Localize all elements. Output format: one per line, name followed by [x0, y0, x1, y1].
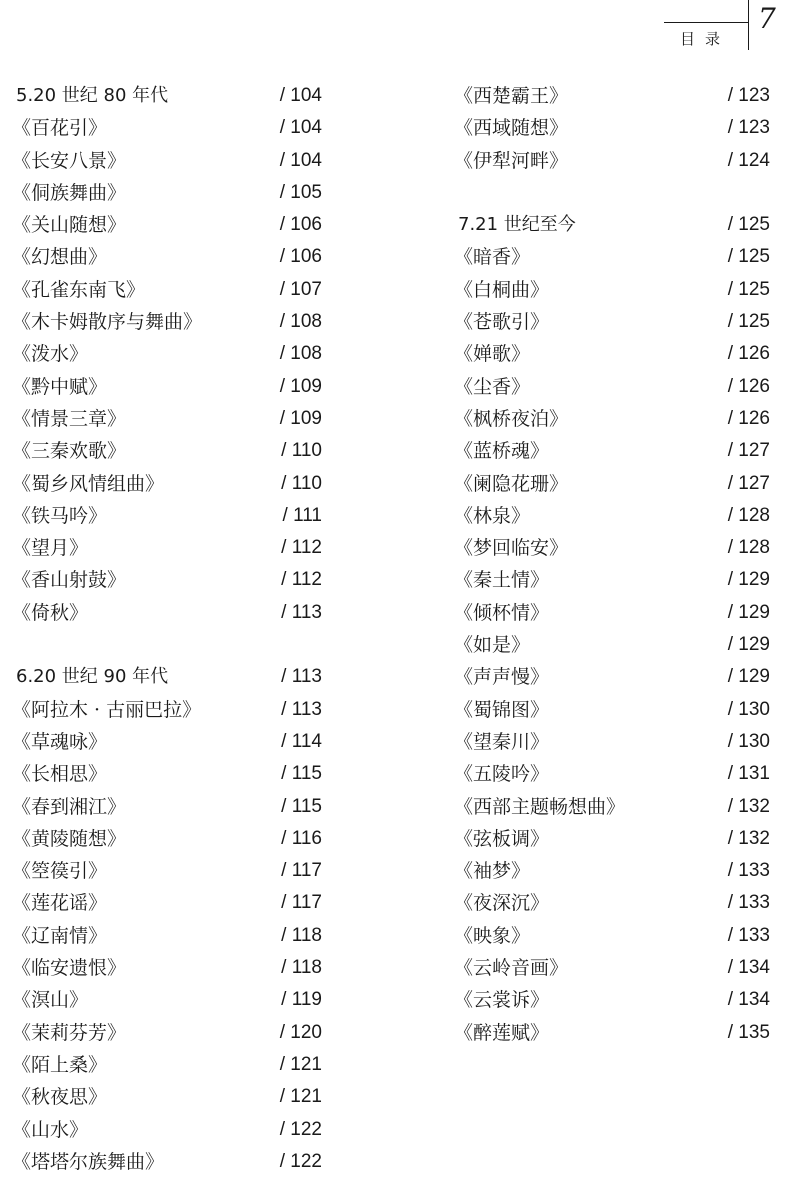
- entry-title: 《枫桥夜泊》: [454, 407, 569, 430]
- entry-page-number: / 112: [281, 537, 322, 559]
- entry-title: 《云裳诉》: [454, 989, 550, 1012]
- section-spacer: [12, 629, 322, 661]
- entry-title: 《西部主题畅想曲》: [454, 795, 626, 818]
- toc-entry[interactable]: [12, 758, 322, 790]
- toc-entry[interactable]: [12, 468, 322, 500]
- entry-title: 《夜深沉》: [454, 892, 550, 915]
- toc-entry[interactable]: [454, 80, 770, 112]
- toc-entry[interactable]: [12, 1114, 322, 1146]
- entry-title: 《苍歌引》: [454, 311, 550, 334]
- entry-title: 《茉莉芬芳》: [12, 1021, 127, 1044]
- entry-title: 《泼水》: [12, 343, 89, 366]
- entry-page-number: / 114: [281, 730, 322, 752]
- entry-title: 《如是》: [454, 634, 531, 657]
- entry-title: 《阿拉木 · 古丽巴拉》: [12, 698, 202, 721]
- toc-entry[interactable]: [454, 823, 770, 855]
- entry-title: 《映象》: [454, 924, 531, 947]
- entry-page-number: / 117: [281, 860, 322, 882]
- entry-page-number: / 126: [727, 375, 770, 397]
- toc-section-heading[interactable]: [12, 80, 322, 112]
- toc-entry[interactable]: [12, 1146, 322, 1178]
- entry-page-number: / 132: [727, 795, 770, 817]
- entry-title: 《梦回临安》: [454, 537, 569, 560]
- entry-title: 《婵歌》: [454, 343, 531, 366]
- entry-title: 《幻想曲》: [12, 246, 108, 269]
- entry-page-number: / 104: [279, 117, 322, 139]
- entry-title: 《望月》: [12, 537, 89, 560]
- entry-title: 《望秦川》: [454, 730, 550, 753]
- entry-page-number: / 113: [281, 601, 322, 623]
- toc-entry[interactable]: [454, 564, 770, 596]
- entry-title: 《百花引》: [12, 117, 108, 140]
- toc-entry[interactable]: [454, 403, 770, 435]
- entry-title: 《侗族舞曲》: [12, 181, 127, 204]
- entry-page-number: / 125: [727, 311, 770, 333]
- entry-page-number: / 133: [727, 924, 770, 946]
- entry-title: 《西域随想》: [454, 117, 569, 140]
- entry-page-number: / 124: [727, 149, 770, 171]
- entry-page-number: / 118: [281, 957, 322, 979]
- entry-page-number: / 133: [727, 892, 770, 914]
- entry-title: 《蜀乡风情组曲》: [12, 472, 165, 495]
- entry-page-number: / 132: [727, 827, 770, 849]
- toc-entry[interactable]: [454, 145, 770, 177]
- entry-title: 《春到湘江》: [12, 795, 127, 818]
- toc-entry[interactable]: [12, 532, 322, 564]
- toc-entry[interactable]: [12, 209, 322, 241]
- entry-title: 《木卡姆散序与舞曲》: [12, 311, 203, 334]
- section-title: 7.21 世纪至今: [458, 214, 576, 236]
- toc-entry[interactable]: [12, 726, 322, 758]
- toc-entry[interactable]: [12, 694, 322, 726]
- toc-entry[interactable]: [12, 1017, 322, 1049]
- page-number: 7: [758, 2, 776, 35]
- entry-title: 《袖梦》: [454, 860, 531, 883]
- toc-entry[interactable]: [12, 823, 322, 855]
- entry-title: 《孔雀东南飞》: [12, 278, 146, 301]
- entry-title: 《暗香》: [454, 246, 531, 269]
- entry-page-number: / 122: [279, 1118, 322, 1140]
- entry-title: 《山水》: [12, 1118, 89, 1141]
- entry-page-number: / 116: [281, 827, 322, 849]
- toc-entry[interactable]: [12, 855, 322, 887]
- entry-page-number: / 129: [727, 569, 770, 591]
- toc-entry[interactable]: [454, 435, 770, 467]
- entry-title: 《白桐曲》: [454, 278, 550, 301]
- toc-entry[interactable]: [454, 1017, 770, 1049]
- entry-page-number: / 129: [727, 601, 770, 623]
- entry-page-number: / 121: [279, 1086, 322, 1108]
- toc-entry[interactable]: [454, 661, 770, 693]
- toc-section-heading[interactable]: [454, 209, 770, 241]
- entry-page-number: / 129: [727, 666, 770, 688]
- toc-entry[interactable]: [12, 1049, 322, 1081]
- entry-page-number: / 127: [727, 440, 770, 462]
- entry-title: 《五陵吟》: [454, 763, 550, 786]
- entry-title: 《塔塔尔族舞曲》: [12, 1150, 165, 1173]
- toc-entry[interactable]: [12, 564, 322, 596]
- entry-page-number: / 112: [281, 569, 322, 591]
- toc-entry[interactable]: [12, 306, 322, 338]
- entry-page-number: / 126: [727, 407, 770, 429]
- entry-title: 《铁马吟》: [12, 504, 108, 527]
- entry-page-number: / 127: [727, 472, 770, 494]
- entry-page-number: / 133: [727, 860, 770, 882]
- entry-title: 《箜篌引》: [12, 860, 108, 883]
- toc-left-column: [12, 80, 322, 1178]
- toc-entry[interactable]: [12, 500, 322, 532]
- header-divider: [748, 0, 749, 50]
- entry-page-number: / 105: [279, 181, 322, 203]
- entry-title: 《情景三章》: [12, 407, 127, 430]
- entry-page-number: / 125: [727, 214, 770, 236]
- entry-page-number: / 131: [727, 763, 770, 785]
- entry-page-number: / 106: [279, 214, 322, 236]
- entry-title: 《尘香》: [454, 375, 531, 398]
- toc-entry[interactable]: [12, 791, 322, 823]
- entry-title: 《黔中赋》: [12, 375, 108, 398]
- toc-entry[interactable]: [454, 758, 770, 790]
- entry-page-number: / 123: [727, 85, 770, 106]
- toc-entry[interactable]: [12, 241, 322, 273]
- toc-entry[interactable]: [454, 952, 770, 984]
- entry-title: 《溟山》: [12, 989, 89, 1012]
- toc-entry[interactable]: [454, 500, 770, 532]
- entry-page-number: / 109: [279, 375, 322, 397]
- entry-title: 《云岭音画》: [454, 957, 569, 980]
- entry-page-number: / 115: [281, 795, 322, 817]
- toc-entry[interactable]: [12, 887, 322, 919]
- entry-page-number: / 113: [281, 698, 322, 720]
- toc-entry[interactable]: [12, 1081, 322, 1113]
- section-spacer: [454, 177, 770, 209]
- toc-entry[interactable]: [454, 694, 770, 726]
- toc-entry[interactable]: [454, 532, 770, 564]
- entry-page-number: / 108: [279, 311, 322, 333]
- entry-page-number: / 119: [281, 989, 322, 1011]
- page-header: [0, 0, 790, 60]
- entry-title: 《蓝桥魂》: [454, 440, 550, 463]
- toc-entry[interactable]: [454, 306, 770, 338]
- entry-title: 《三秦欢歌》: [12, 440, 127, 463]
- toc-entry[interactable]: [12, 435, 322, 467]
- entry-page-number: / 129: [727, 634, 770, 656]
- entry-page-number: / 104: [279, 149, 322, 171]
- entry-title: 《弦板调》: [454, 827, 550, 850]
- toc-entry[interactable]: [454, 791, 770, 823]
- toc-entry[interactable]: [12, 952, 322, 984]
- entry-title: 《倚秋》: [12, 601, 89, 624]
- toc-entry[interactable]: [12, 145, 322, 177]
- toc-entry[interactable]: [12, 177, 322, 209]
- toc-entry[interactable]: [12, 920, 322, 952]
- entry-title: 《关山随想》: [12, 214, 127, 237]
- entry-page-number: / 135: [727, 1021, 770, 1043]
- toc-entry[interactable]: [454, 468, 770, 500]
- toc-entry[interactable]: [454, 855, 770, 887]
- entry-title: 《草魂咏》: [12, 730, 108, 753]
- entry-title: 《陌上桑》: [12, 1053, 108, 1076]
- entry-page-number: / 121: [279, 1053, 322, 1075]
- entry-page-number: / 110: [281, 440, 322, 462]
- entry-page-number: / 126: [727, 343, 770, 365]
- entry-title: 《莲花谣》: [12, 892, 108, 915]
- entry-page-number: / 120: [279, 1021, 322, 1043]
- entry-title: 《醉莲赋》: [454, 1021, 550, 1044]
- entry-page-number: / 117: [281, 892, 322, 914]
- header-rule: [664, 22, 748, 23]
- section-label: 目录: [680, 30, 731, 48]
- toc-section-heading[interactable]: [12, 661, 322, 693]
- entry-title: 《黄陵随想》: [12, 827, 127, 850]
- entry-page-number: / 134: [727, 989, 770, 1011]
- toc-entry[interactable]: [12, 597, 322, 629]
- entry-page-number: / 130: [727, 698, 770, 720]
- toc-right-column: [454, 80, 770, 1049]
- toc-entry[interactable]: [454, 597, 770, 629]
- entry-page-number: / 111: [282, 504, 322, 526]
- toc-entry[interactable]: [454, 338, 770, 370]
- toc-entry[interactable]: [454, 887, 770, 919]
- entry-title: 《蜀锦图》: [454, 698, 550, 721]
- entry-page-number: / 115: [281, 763, 322, 785]
- entry-page-number: / 123: [727, 117, 770, 139]
- toc-entry[interactable]: [454, 920, 770, 952]
- entry-title: 《香山射鼓》: [12, 569, 127, 592]
- entry-page-number: / 106: [279, 246, 322, 268]
- entry-page-number: / 125: [727, 278, 770, 300]
- entry-page-number: / 113: [281, 666, 322, 688]
- section-title: 5.20 世纪 80 年代: [16, 85, 169, 106]
- entry-title: 《秋夜思》: [12, 1086, 108, 1109]
- entry-title: 《西楚霸王》: [454, 85, 569, 107]
- entry-page-number: / 128: [727, 504, 770, 526]
- entry-page-number: / 125: [727, 246, 770, 268]
- entry-title: 《阑隐花珊》: [454, 472, 569, 495]
- toc-entry[interactable]: [454, 371, 770, 403]
- entry-page-number: / 109: [279, 407, 322, 429]
- toc-entry[interactable]: [454, 274, 770, 306]
- entry-title: 《林泉》: [454, 504, 531, 527]
- entry-page-number: / 104: [279, 85, 322, 106]
- entry-page-number: / 110: [281, 472, 322, 494]
- entry-title: 《临安遗恨》: [12, 957, 127, 980]
- entry-page-number: / 134: [727, 957, 770, 979]
- entry-title: 《声声慢》: [454, 666, 550, 689]
- toc-entry[interactable]: [12, 112, 322, 144]
- entry-title: 《倾杯情》: [454, 601, 550, 624]
- entry-title: 《辽南情》: [12, 924, 108, 947]
- entry-page-number: / 118: [281, 924, 322, 946]
- entry-page-number: / 108: [279, 343, 322, 365]
- toc-entry[interactable]: [12, 403, 322, 435]
- entry-page-number: / 107: [279, 278, 322, 300]
- toc-entry[interactable]: [454, 241, 770, 273]
- entry-title: 《长安八景》: [12, 149, 127, 172]
- entry-page-number: / 122: [279, 1150, 322, 1172]
- toc-entry[interactable]: [454, 629, 770, 661]
- entry-page-number: / 130: [727, 730, 770, 752]
- toc-entry[interactable]: [12, 371, 322, 403]
- toc-entry[interactable]: [12, 274, 322, 306]
- entry-title: 《长相思》: [12, 763, 108, 786]
- entry-page-number: / 128: [727, 537, 770, 559]
- toc-entry[interactable]: [454, 726, 770, 758]
- toc-entry[interactable]: [454, 984, 770, 1016]
- toc-entry[interactable]: [454, 112, 770, 144]
- entry-title: 《伊犁河畔》: [454, 149, 569, 172]
- section-title: 6.20 世纪 90 年代: [16, 666, 169, 688]
- toc-entry[interactable]: [12, 338, 322, 370]
- entry-title: 《秦土情》: [454, 569, 550, 592]
- toc-entry[interactable]: [12, 984, 322, 1016]
